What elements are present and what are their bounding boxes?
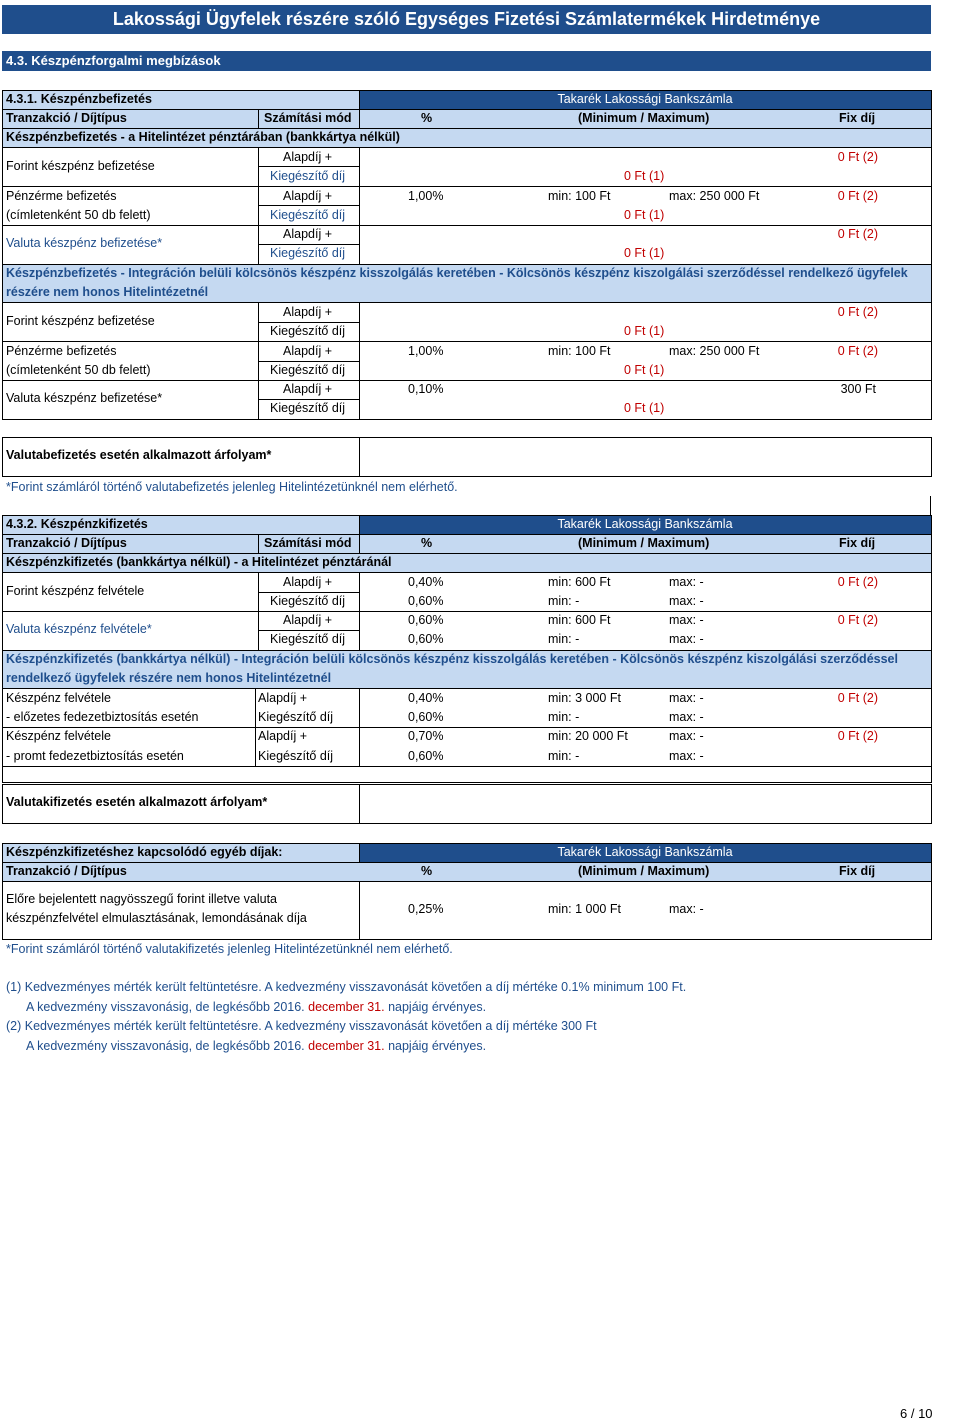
- deposit-group2: Készpénzbefizetés - Integráción belüli kölcsönös készpénz kisszolgálás keretében - Kölcsönös készpénz kiszolgálási szerződéssel rendelkező ügyfelek részére nem honos Hitelintézetnél: [6, 266, 908, 299]
- kieg-label: Kiegészítő díj: [270, 169, 346, 183]
- max-value: max: -: [669, 749, 704, 763]
- col-fix: Fix díj: [839, 111, 876, 125]
- max-value: max: 250 000 Ft: [669, 344, 760, 358]
- kieg-fee: 0 Ft (1): [624, 363, 665, 377]
- min-value: min: 600 Ft: [548, 613, 611, 627]
- deposit-product: Takarék Lakossági Bankszámla: [557, 92, 733, 106]
- withdraw-title: 4.3.2. Készpénzkifizetés: [6, 517, 148, 531]
- other-fee-line1: Előre bejelentett nagyösszegű forint illetve valuta: [6, 892, 277, 906]
- footnote-1: (1) Kedvezményes mérték került feltüntetésre. A kedvezmény visszavonását követően a díj mértéke 0.1% minimum 100 Ft.: [6, 980, 687, 994]
- other-title: Készpénzkifizetéshez kapcsolódó egyéb díjak:: [6, 845, 283, 859]
- alapdij-label: Alapdíj +: [283, 189, 332, 203]
- col-minmax: (Minimum / Maximum): [578, 864, 710, 878]
- fix-fee: 300 Ft: [840, 382, 876, 396]
- col-pct: %: [421, 536, 433, 550]
- pct-value: 0,70%: [408, 729, 444, 743]
- kieg-fee: 0 Ft (1): [624, 246, 665, 260]
- col-minmax: (Minimum / Maximum): [578, 536, 710, 550]
- deposit-group1: Készpénzbefizetés - a Hitelintézet pénztárában (bankkártya nélkül): [6, 130, 400, 144]
- alapdij-label: Alapdíj +: [283, 382, 332, 396]
- alapdij-label: Alapdíj +: [283, 613, 332, 627]
- kieg-label: Kiegészítő díj: [270, 246, 346, 260]
- col-fix: Fix díj: [839, 536, 876, 550]
- kieg-fee: 0 Ft (1): [624, 401, 665, 415]
- footnote-1-validity-b: napjáig érvényes.: [388, 1000, 487, 1014]
- pct-value: 0,60%: [408, 749, 444, 763]
- max-value: max: -: [669, 691, 704, 705]
- withdraw-group2: Készpénzkifizetés (bankkártya nélkül) - Integráción belüli kölcsönös készpénz kisszolgálás keretében - Kölcsönös készpénz kiszolgálási szerződéssel rendelkező ügyfelek részére nem honos Hitelintézetnél: [6, 652, 898, 685]
- pct-value: 0,40%: [408, 575, 444, 589]
- pct-value: 0,25%: [408, 902, 444, 916]
- fix-fee: 0 Ft (2): [837, 691, 878, 705]
- col-pct: %: [421, 864, 433, 878]
- other-note: *Forint számláról történő valutakifizetés jelenleg Hitelintézetünknél nem elérhető.: [6, 942, 453, 956]
- pct-value: 1,00%: [408, 344, 444, 358]
- min-value: min: 1 000 Ft: [548, 902, 621, 916]
- alapdij-label: Alapdíj +: [283, 227, 332, 241]
- max-value: max: -: [669, 594, 704, 608]
- pct-value: 0,60%: [408, 710, 444, 724]
- pct-value: 0,60%: [408, 632, 444, 646]
- min-value: min: 20 000 Ft: [548, 729, 628, 743]
- kieg-label: Kiegészítő díj: [270, 363, 346, 377]
- footnote-2: (2) Kedvezményes mérték került feltüntetésre. A kedvezmény visszavonását követően a díj mértéke 300 Ft: [6, 1019, 597, 1033]
- valuta-befizetes-label: Valuta készpénz befizetése*: [6, 236, 163, 250]
- fix-fee: 0 Ft (2): [837, 189, 878, 203]
- deposit-title: 4.3.1. Készpénzbefizetés: [6, 92, 152, 106]
- fx-deposit-label: Valutabefizetés esetén alkalmazott árfolyam*: [6, 448, 272, 462]
- penzerme-sub: (címletenként 50 db felett): [6, 363, 151, 377]
- fix-fee: 0 Ft (2): [837, 305, 878, 319]
- col-tranzakcio: Tranzakció / Díjtípus: [6, 536, 127, 550]
- min-value: min: 600 Ft: [548, 575, 611, 589]
- kieg-label: Kiegészítő díj: [270, 324, 346, 338]
- kieg-label: Kiegészítő díj: [258, 749, 334, 763]
- col-tranzakcio: Tranzakció / Díjtípus: [6, 111, 127, 125]
- document-title: Lakossági Ügyfelek részére szóló Egységes Fizetési Számlatermékek Hirdetménye: [2, 5, 931, 34]
- footnote-2-date: december 31.: [308, 1039, 385, 1053]
- page-number: 6 / 10: [900, 1406, 933, 1421]
- other-fee-line2: készpénzfelvétel elmulasztásának, lemondásának díja: [6, 911, 307, 925]
- forint-befizetes-label: Forint készpénz befizetése: [6, 159, 155, 173]
- min-value: min: -: [548, 749, 580, 763]
- kp-felvetel-label: Készpénz felvétele: [6, 729, 111, 743]
- min-value: min: -: [548, 594, 580, 608]
- min-value: min: 3 000 Ft: [548, 691, 621, 705]
- min-value: min: 100 Ft: [548, 189, 611, 203]
- col-tranzakcio: Tranzakció / Díjtípus: [6, 864, 127, 878]
- pct-value: 0,60%: [408, 613, 444, 627]
- penzerme-label: Pénzérme befizetés: [6, 189, 117, 203]
- kieg-label: Kiegészítő díj: [270, 594, 346, 608]
- kp-felvetel-sub: - promt fedezetbiztosítás esetén: [6, 749, 184, 763]
- max-value: max: -: [669, 632, 704, 646]
- deposit-table-border: [2, 90, 932, 420]
- kieg-label: Kiegészítő díj: [270, 632, 346, 646]
- max-value: max: -: [669, 729, 704, 743]
- pct-value: 1,00%: [408, 189, 444, 203]
- footnote-2-validity-b: napjáig érvényes.: [388, 1039, 487, 1053]
- col-fix: Fix díj: [839, 864, 876, 878]
- footnote-1-date: december 31.: [308, 1000, 385, 1014]
- penzerme-sub: (címletenként 50 db felett): [6, 208, 151, 222]
- col-szamitasi: Számítási mód: [264, 536, 352, 550]
- penzerme-label: Pénzérme befizetés: [6, 344, 117, 358]
- fx-withdraw-value-box: [359, 784, 932, 824]
- valuta-befizetes-label: Valuta készpénz befizetése*: [6, 391, 163, 405]
- max-value: max: -: [669, 902, 704, 916]
- max-value: max: 250 000 Ft: [669, 189, 760, 203]
- other-product: Takarék Lakossági Bankszámla: [557, 845, 733, 859]
- footnote-2-validity: [26, 1037, 486, 1056]
- kieg-fee: 0 Ft (1): [624, 324, 665, 338]
- withdraw-group1: Készpénzkifizetés (bankkártya nélkül) - a Hitelintézet pénztáránál: [6, 555, 392, 569]
- alapdij-label: Alapdíj +: [283, 575, 332, 589]
- alapdij-label: Alapdíj +: [258, 691, 307, 705]
- withdraw-table-border: [2, 515, 932, 783]
- fix-fee: 0 Ft (2): [837, 344, 878, 358]
- fix-fee: 0 Ft (2): [837, 227, 878, 241]
- fx-deposit-value-box: [359, 437, 932, 477]
- alapdij-label: Alapdíj +: [258, 729, 307, 743]
- forint-befizetes-label: Forint készpénz befizetése: [6, 314, 155, 328]
- kieg-label: Kiegészítő díj: [270, 401, 346, 415]
- pct-value: 0,60%: [408, 594, 444, 608]
- pct-value: 0,10%: [408, 382, 444, 396]
- footnote-1-validity: [26, 998, 486, 1017]
- col-pct: %: [421, 111, 433, 125]
- kieg-label: Kiegészítő díj: [258, 710, 334, 724]
- valuta-felvetel-label: Valuta készpénz felvétele*: [6, 622, 152, 636]
- other-table-border: [2, 843, 932, 940]
- fix-fee: 0 Ft (2): [837, 613, 878, 627]
- section-title: 4.3. Készpénzforgalmi megbízások: [2, 51, 931, 71]
- fix-fee: 0 Ft (2): [837, 575, 878, 589]
- deposit-note: *Forint számláról történő valutabefizetés jelenleg Hitelintézetünknél nem elérhető.: [6, 480, 458, 494]
- kieg-label: Kiegészítő díj: [270, 208, 346, 222]
- kieg-fee: 0 Ft (1): [624, 208, 665, 222]
- footnote-1-validity-a: A kedvezmény visszavonásig, de legkésőbb 2016.: [26, 1000, 305, 1014]
- col-minmax: (Minimum / Maximum): [578, 111, 710, 125]
- max-value: max: -: [669, 613, 704, 627]
- max-value: max: -: [669, 575, 704, 589]
- kieg-fee: 0 Ft (1): [624, 169, 665, 183]
- fx-withdraw-label: Valutakifizetés esetén alkalmazott árfolyam*: [6, 795, 268, 809]
- fix-fee: 0 Ft (2): [837, 729, 878, 743]
- withdraw-product: Takarék Lakossági Bankszámla: [557, 517, 733, 531]
- fix-fee: 0 Ft (2): [837, 150, 878, 164]
- max-value: max: -: [669, 710, 704, 724]
- col-szamitasi: Számítási mód: [264, 111, 352, 125]
- alapdij-label: Alapdíj +: [283, 150, 332, 164]
- min-value: min: 100 Ft: [548, 344, 611, 358]
- min-value: min: -: [548, 632, 580, 646]
- pct-value: 0,40%: [408, 691, 444, 705]
- footnote-2-validity-a: A kedvezmény visszavonásig, de legkésőbb 2016.: [26, 1039, 305, 1053]
- kp-felvetel-label: Készpénz felvétele: [6, 691, 111, 705]
- min-value: min: -: [548, 710, 580, 724]
- kp-felvetel-sub: - előzetes fedezetbiztosítás esetén: [6, 710, 199, 724]
- alapdij-label: Alapdíj +: [283, 305, 332, 319]
- alapdij-label: Alapdíj +: [283, 344, 332, 358]
- forint-felvetel-label: Forint készpénz felvétele: [6, 584, 145, 598]
